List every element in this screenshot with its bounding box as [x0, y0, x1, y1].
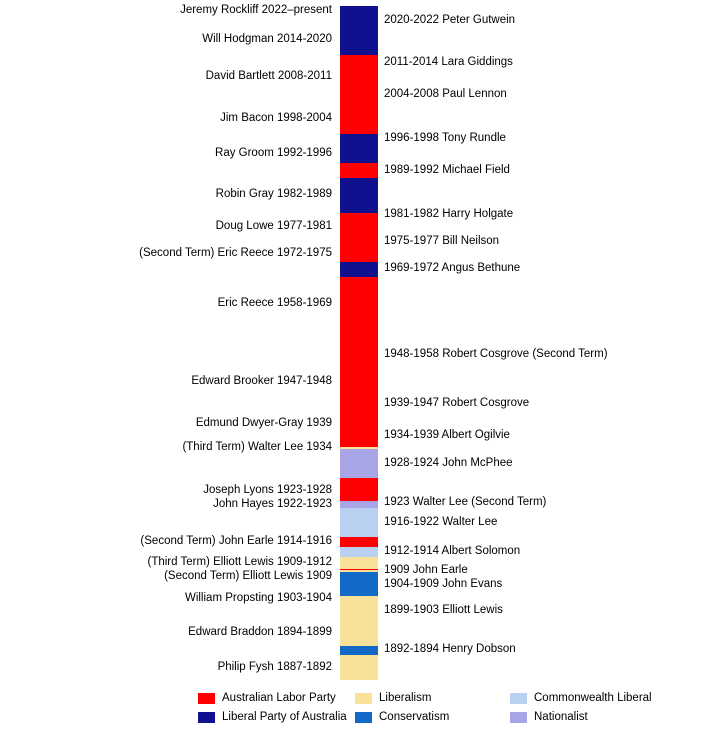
timeline-segment — [340, 218, 378, 238]
timeline-segment-label: 1923 Walter Lee (Second Term) — [384, 495, 547, 508]
timeline-segment-label: 1975-1977 Bill Neilson — [384, 235, 500, 248]
timeline-segment — [340, 237, 378, 247]
timeline-segment-label: John Hayes 1922-1923 — [213, 498, 332, 511]
timeline-segment-label: Doug Lowe 1977-1981 — [215, 220, 332, 233]
timeline-segment-label: Robin Gray 1982-1989 — [215, 188, 332, 201]
timeline-segment-label: 1934-1939 Albert Ogilvie — [384, 429, 510, 442]
timeline-segment-label: 1939-1947 Robert Cosgrove — [384, 397, 530, 410]
timeline-segment — [340, 331, 378, 380]
timeline-segment-label: Jim Bacon 1998-2004 — [220, 112, 332, 125]
chart-legend — [0, 690, 720, 748]
timeline-segment-label: 1909 John Earle — [384, 563, 468, 576]
timeline-segment — [340, 262, 378, 277]
legend-swatch — [355, 712, 372, 723]
timeline-segment — [340, 601, 378, 621]
timeline-segment — [340, 6, 378, 16]
timeline-segment-label: 1928-1924 John McPhee — [384, 456, 513, 469]
timeline-segment — [340, 508, 378, 538]
timeline-segment-label: 1892-1894 Henry Dobson — [384, 643, 516, 656]
legend-item — [355, 692, 431, 705]
timeline-segment — [340, 55, 378, 70]
legend-item — [510, 692, 652, 705]
legend-swatch — [510, 712, 527, 723]
legend-label: Australian Labor Party — [222, 692, 336, 704]
legend-label: Conservatism — [379, 711, 450, 723]
timeline-segment-label: William Propsting 1903-1904 — [184, 591, 332, 604]
legend-swatch — [198, 693, 215, 704]
timeline-segment — [340, 621, 378, 646]
timeline-segment-label: 2004-2008 Paul Lennon — [384, 87, 507, 100]
timeline-segment-label: 1899-1903 Elliott Lewis — [384, 604, 503, 617]
timeline-segment — [340, 547, 378, 557]
timeline-segment-label: 1996-1998 Tony Rundle — [384, 131, 506, 144]
timeline-segment-label: 1989-1992 Michael Field — [384, 163, 510, 176]
timeline-segment-label: Jeremy Rockliff 2022–present — [180, 3, 332, 16]
timeline-segment — [340, 424, 378, 449]
legend-label: Nationalist — [534, 711, 588, 723]
timeline-segment-label: 1916-1922 Walter Lee — [384, 515, 498, 528]
timeline-segment — [340, 16, 378, 26]
timeline-segment — [340, 655, 378, 680]
timeline-segment-label: Edward Brooker 1947-1948 — [191, 375, 332, 388]
legend-item — [198, 711, 347, 724]
timeline-segment — [340, 26, 378, 56]
timeline-segment — [340, 385, 378, 424]
timeline-segment — [340, 163, 378, 178]
legend-label: Liberalism — [379, 692, 432, 704]
timeline-segment-label: 1904-1909 John Evans — [384, 577, 503, 590]
timeline-segment-label: 1912-1914 Albert Solomon — [384, 545, 521, 558]
timeline-segment — [340, 572, 378, 597]
legend-item — [355, 711, 449, 724]
legend-swatch — [355, 693, 372, 704]
timeline-segment-label: Will Hodgman 2014-2020 — [202, 33, 332, 46]
timeline-segment-label: (Third Term) Elliott Lewis 1909-1912 — [147, 556, 332, 569]
timeline-segment-label: 1948-1958 Robert Cosgrove (Second Term) — [384, 348, 608, 361]
timeline-segment-label: David Bartlett 2008-2011 — [205, 70, 332, 83]
timeline-segment — [340, 449, 378, 479]
timeline-segment-label: (Second Term) John Earle 1914-1916 — [140, 535, 332, 548]
timeline-segment — [340, 104, 378, 134]
timeline-segment — [340, 144, 378, 164]
timeline-segment — [340, 70, 378, 85]
timeline-segment — [340, 557, 378, 569]
timeline-segment-label: (Second Term) Eric Reece 1972-1975 — [139, 247, 332, 260]
timeline-segment-label: Ray Groom 1992-1996 — [215, 146, 332, 159]
timeline-segment — [340, 178, 378, 212]
legend-swatch — [198, 712, 215, 723]
legend-item — [198, 692, 336, 705]
timeline-segment — [340, 537, 378, 547]
timeline-segment-label: Edward Braddon 1894-1899 — [188, 626, 332, 639]
timeline-segment-label: Philip Fysh 1887-1892 — [217, 660, 332, 673]
timeline-segment-label: Eric Reece 1958-1969 — [217, 296, 332, 309]
timeline-segment-label: Edmund Dwyer-Gray 1939 — [195, 416, 332, 429]
timeline-segment — [340, 134, 378, 144]
timeline-segment-label: 1981-1982 Harry Holgate — [384, 208, 514, 221]
legend-swatch — [510, 693, 527, 704]
timeline-segment-label: 2020-2022 Peter Gutwein — [384, 13, 516, 26]
timeline-segment-label: (Second Term) Elliott Lewis 1909 — [164, 570, 332, 583]
timeline-segment-label: 2011-2014 Lara Giddings — [384, 55, 513, 68]
timeline-bar-column — [340, 6, 378, 680]
timeline-segment — [340, 478, 378, 503]
legend-label: Commonwealth Liberal — [534, 692, 652, 704]
timeline-segment-label: 1969-1972 Angus Bethune — [384, 262, 521, 275]
legend-item — [510, 711, 588, 724]
timeline-segment-label: Joseph Lyons 1923-1928 — [203, 483, 332, 496]
legend-label: Liberal Party of Australia — [222, 711, 347, 723]
timeline-segment — [340, 646, 378, 656]
timeline-segment — [340, 277, 378, 331]
timeline-segment — [340, 85, 378, 105]
timeline-segment — [340, 247, 378, 262]
timeline-segment-label: (Third Term) Walter Lee 1934 — [182, 441, 332, 454]
